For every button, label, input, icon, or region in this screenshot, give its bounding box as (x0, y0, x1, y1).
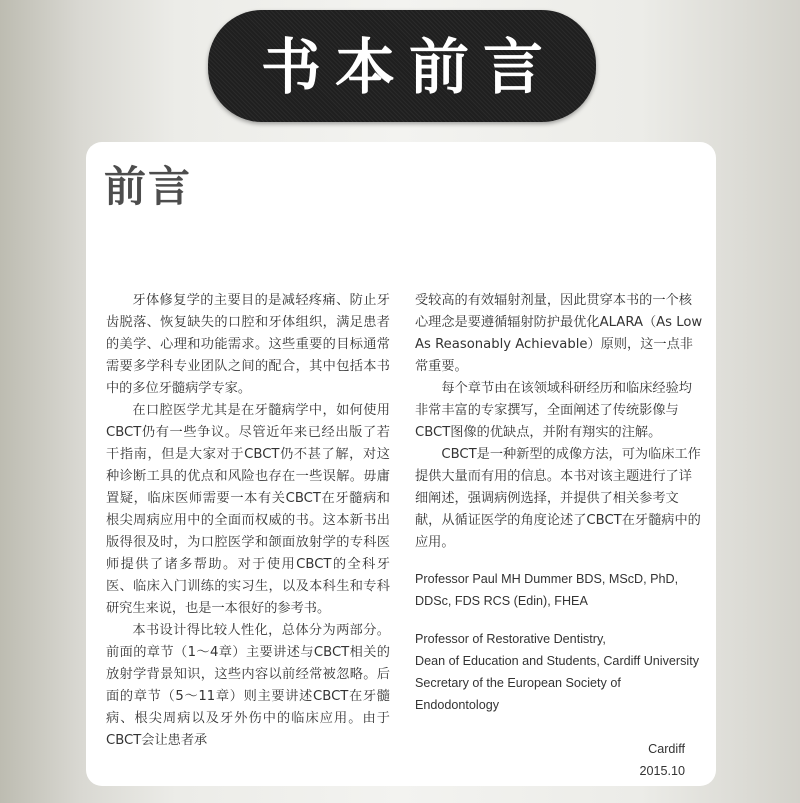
paragraph-continued: 受较高的有效辐射剂量，因此贯穿本书的一个核心理念是要遵循辐射防护最优化ALARA（As Low As Reasonably Achievable）原则，这一点非常重要。 (415, 293, 703, 374)
author-affiliation (415, 628, 705, 716)
city: Cardiff (648, 742, 685, 756)
left-column (106, 290, 390, 752)
preface-heading: 前言 (104, 162, 193, 211)
paragraph: 本书设计得比较人性化，总体分为两部分。前面的章节（1～4章）主要讲述与CBCT相关的放射学背景知识，这些内容以前经常被忽略。后面的章节（5～11章）则主要讲述CBCT在牙髓病、根尖周病以及牙外伤中的临床应用。由于CBCT会让患者承 (106, 623, 390, 748)
banner-title: 书本前言 (261, 33, 557, 103)
paragraph: 每个章节由在该领域科研经历和临床经验均非常丰富的专家撰写，全面阐述了传统影像与CBCT图像的优缺点，并附有翔实的注解。 (415, 381, 692, 440)
paragraph: CBCT是一种新型的成像方法，可为临床工作提供大量而有用的信息。本书对该主题进行了详细阐述，强调病例选择，并提供了相关参考文献，从循证医学的角度论述了CBCT在牙髓病中的应用。 (415, 447, 701, 550)
paragraph: 在口腔医学尤其是在牙髓病学中，如何使用CBCT仍有一些争议。尽管近年来已经出版了若干指南，但是大家对于CBCT仍不甚了解，对这种诊断工具的优点和风险也存在一些误解。毋庸置疑，临床医师需要一本有关CBCT在牙髓病和根尖周病应用中的全面而权威的书。这本新书出版得很及时，为口腔医学和颌面放射学的专科医师提供了诸多帮助。对于使用CBCT的全科牙医、临床入门训练的实习生，以及本科生和专科研究生来说，也是一本很好的参考书。 (106, 403, 390, 616)
affiliation-line: Professor of Restorative Dentistry, (415, 632, 606, 646)
author-signature: Professor Paul MH Dummer BDS, MScD, PhD, DDSc, FDS RCS (Edin), FHEA (415, 572, 679, 608)
paragraph: 牙体修复学的主要目的是减轻疼痛、防止牙齿脱落、恢复缺失的口腔和牙体组织，满足患者的美学、心理和功能需求。这些重要的目标通常需要多学科专业团队之间的配合，其中包括本书中的多位牙髓病学专家。 (106, 293, 390, 396)
title-banner (208, 10, 596, 122)
affiliation-line: Secretary of the European Society of Endodontology (415, 676, 621, 712)
right-column (415, 290, 705, 782)
date: 2015.10 (639, 764, 685, 778)
affiliation-line: Dean of Education and Students, Cardiff University (415, 654, 699, 668)
